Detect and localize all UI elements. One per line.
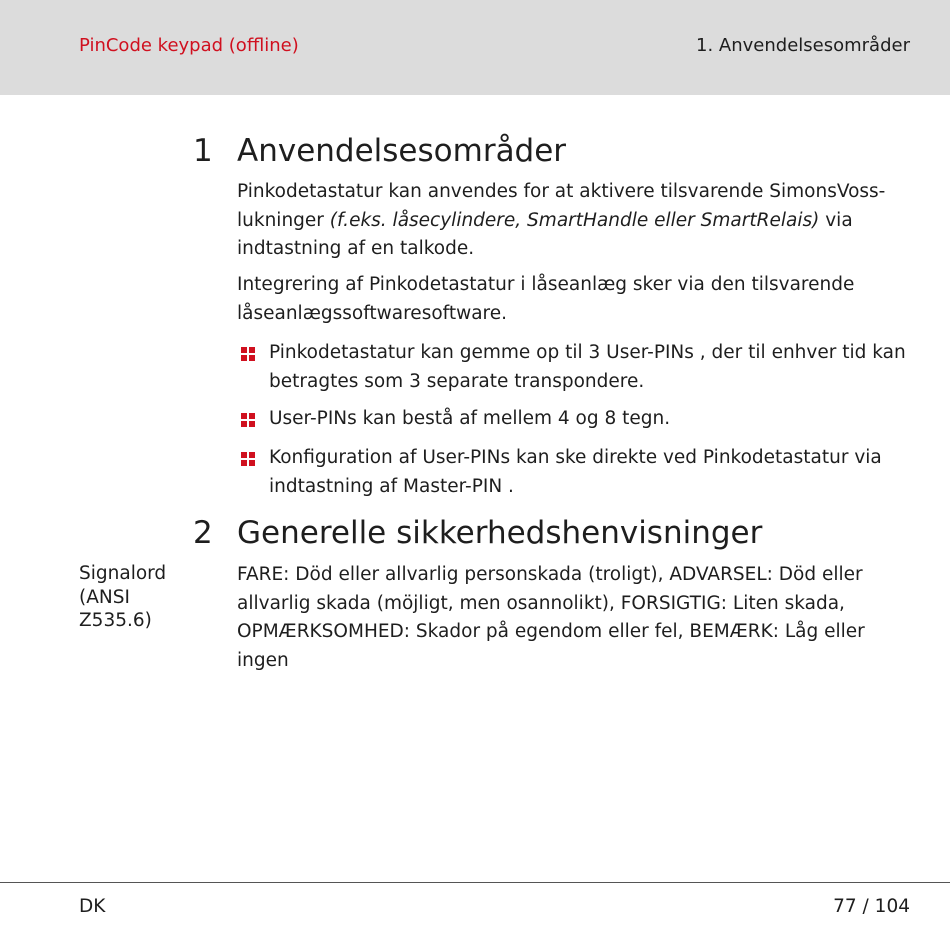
red-grid-bullet-icon	[241, 452, 255, 466]
bullet-text-2: User-PINs kan bestå af mellem 4 og 8 tegn.	[269, 408, 671, 429]
section-1-heading: Anvendelsesområder	[237, 133, 567, 169]
red-grid-bullet-icon	[241, 413, 255, 427]
bullet-text-3: Konfiguration af User-PINs kan ske direkte ved Pinkodetastatur via indtastning af Master-PIN .	[269, 447, 882, 497]
footer-divider	[0, 882, 950, 883]
section-2-paragraph: FARE: Död eller allvarlig personskada (troligt), ADVARSEL: Död eller allvarlig skada (möjligt, men osannolikt), FORSIGTIG: Liten skada, OPMÆRKSOMHED: Skador på egendom eller fel, BEMÆRK: Låg eller ingen	[237, 564, 865, 671]
signal-words-margin-label: Signalord (ANSI Z535.6)	[79, 563, 167, 631]
red-grid-bullet-icon	[241, 347, 255, 361]
paragraph-1-example: (f.eks. låsecylindere, SmartHandle eller SmartRelais)	[329, 209, 820, 231]
footer-language: DK	[79, 896, 106, 917]
section-1-paragraph-1	[237, 178, 917, 264]
section-2-heading: Generelle sikkerhedshenvisninger	[237, 515, 763, 551]
paragraph-1-text-a: Pinkodetastatur kan anvendes for at aktivere tilsvarende SimonsVoss-lukninger	[237, 181, 886, 231]
paragraph-1-text-b: via indtastning af en talkode.	[237, 209, 853, 259]
section-1-paragraph-2: Integrering af Pinkodetastatur i låseanlæg sker via den tilsvarende låseanlægssoftwaresoftware.	[237, 274, 855, 324]
section-1-number: 1	[193, 133, 213, 169]
product-title: PinCode keypad (offline)	[79, 35, 299, 56]
page-number: 77 / 104	[833, 896, 910, 917]
page-header	[0, 0, 950, 95]
bullet-text-1: Pinkodetastatur kan gemme op til 3 User-PINs , der til enhver tid kan betragtes som 3 separate transpondere.	[269, 342, 906, 392]
chapter-title: 1. Anvendelsesområder	[696, 35, 910, 56]
section-2-number: 2	[193, 515, 213, 551]
